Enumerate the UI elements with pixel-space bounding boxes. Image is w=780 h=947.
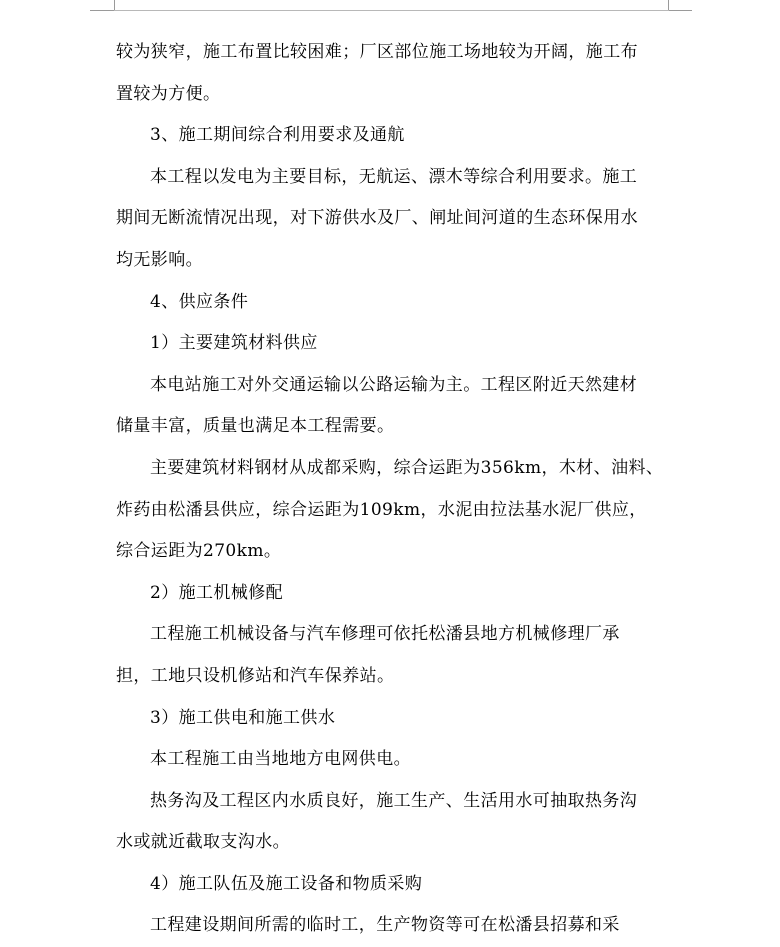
text-line: 本工程以发电为主要目标，无航运、漂木等综合利用要求。施工 bbox=[150, 166, 638, 187]
document-text-body[interactable] bbox=[116, 32, 672, 947]
text-line: 本工程施工由当地地方电网供电。 bbox=[150, 749, 411, 770]
margin-mark-top-left bbox=[90, 10, 114, 11]
text-line: 4）施工队伍及施工设备和物质采购 bbox=[150, 873, 423, 894]
text-line: 1）主要建筑材料供应 bbox=[150, 333, 318, 354]
text-line: 期间无断流情况出现，对下游供水及厂、闸址间河道的生态环保用水 bbox=[116, 208, 638, 229]
text-line: 4、供应条件 bbox=[150, 291, 249, 312]
text-line: 2）施工机械修配 bbox=[150, 582, 284, 603]
text-line: 较为狭窄，施工布置比较困难；厂区部位施工场地较为开阔，施工布 bbox=[116, 42, 638, 62]
text-line: 3）施工供电和施工供水 bbox=[150, 707, 336, 728]
text-line: 均无影响。 bbox=[116, 249, 203, 270]
page-top-border bbox=[114, 10, 669, 11]
text-line: 本电站施工对外交通运输以公路运输为主。工程区附近天然建材 bbox=[150, 374, 638, 395]
text-line: 储量丰富，质量也满足本工程需要。 bbox=[116, 416, 395, 437]
text-line: 综合运距为270km。 bbox=[116, 541, 282, 562]
text-line: 水或就近截取支沟水。 bbox=[116, 832, 290, 853]
text-line: 主要建筑材料钢材从成都采购，综合运距为356km，木材、油料、 bbox=[150, 457, 664, 478]
margin-mark-top-right bbox=[668, 10, 692, 11]
text-line: 置较为方便。 bbox=[116, 83, 221, 104]
text-line: 3、施工期间综合利用要求及通航 bbox=[150, 125, 405, 146]
text-line: 工程施工机械设备与汽车修理可依托松潘县地方机械修理厂承 bbox=[150, 624, 620, 645]
text-line: 工程建设期间所需的临时工，生产物资等可在松潘县招募和采 bbox=[150, 915, 620, 936]
text-line: 炸药由松潘县供应，综合运距为109km，水泥由拉法基水泥厂供应， bbox=[116, 499, 647, 520]
text-line: 担，工地只设机修站和汽车保养站。 bbox=[116, 665, 395, 686]
text-line: 热务沟及工程区内水质良好，施工生产、生活用水可抽取热务沟 bbox=[150, 790, 638, 811]
